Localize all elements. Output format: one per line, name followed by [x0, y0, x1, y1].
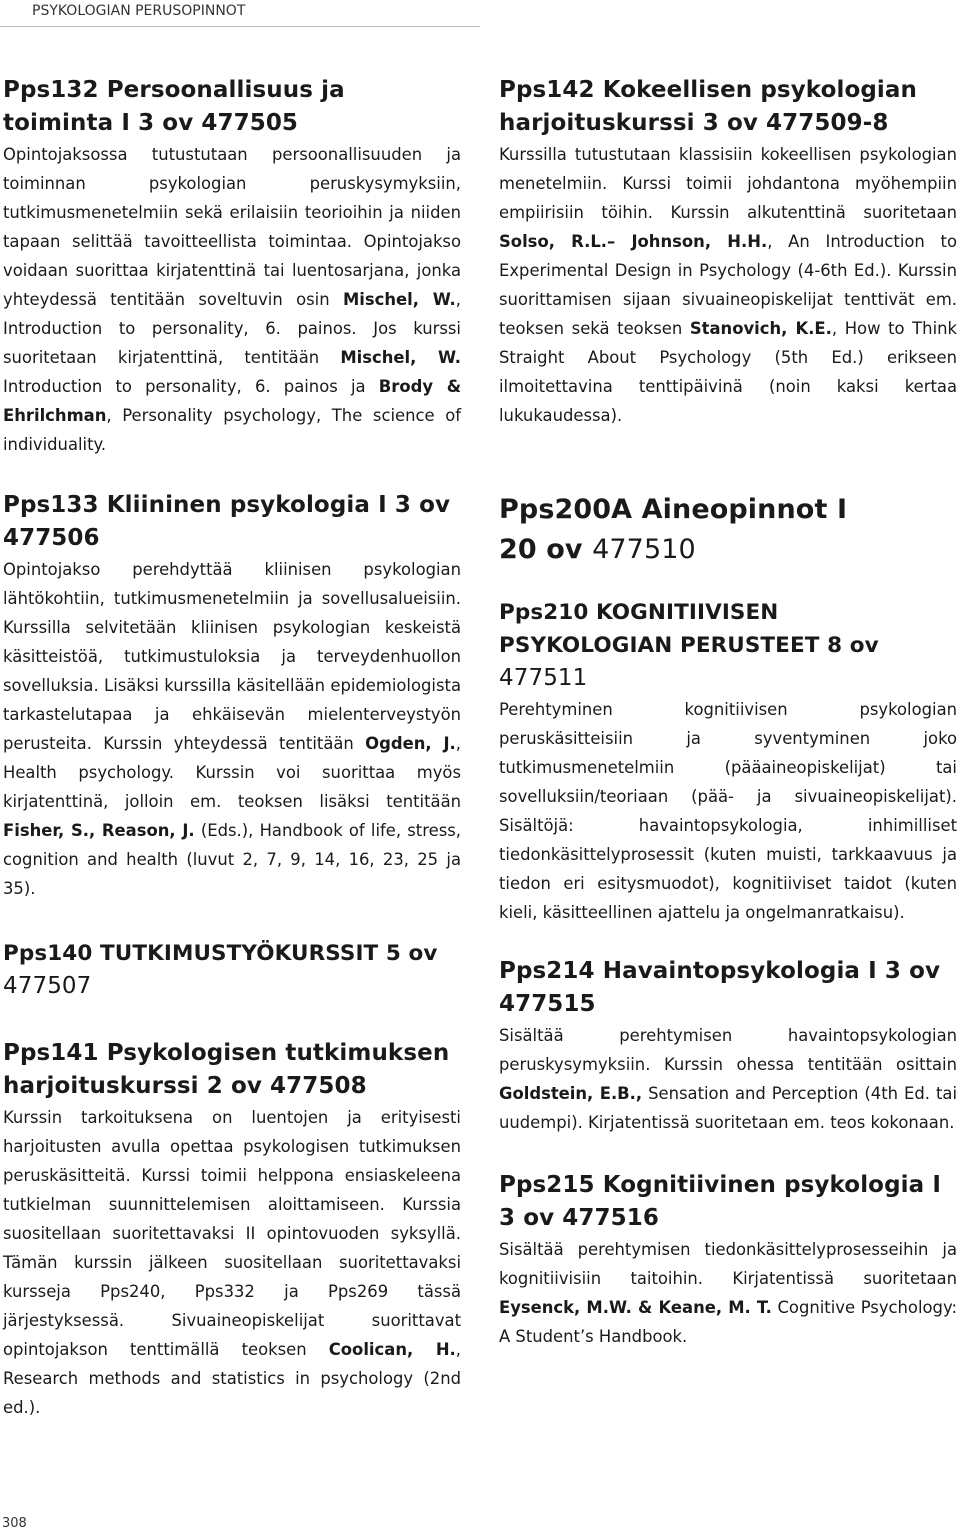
text: Opintojakso perehdyttää kliinisen psykologian lähtökohtiin, tutkimusmenetelmiin ja sovellusalueisiin. Kurssilla selvitetään kliinisen psykologian keskeistä käsitteistöä, tutkimustuloksia ja terveydenhuollon sovelluksia. Lisäksi kurssilla käsitellään epidemiologista tarkastelutapaa ja ehkäisevän mielenterveystyön perusteita. Kurssin yhteydessä tentitään	[3, 560, 461, 753]
course-title: Pps141 Psykologisen tutkimuksen harjoituskurssi 2 ov 477508	[3, 1040, 450, 1099]
author-name: Fisher, S., Reason, J.	[3, 821, 195, 840]
credits: 20 ov	[499, 534, 583, 565]
text: , How to Think Straight About Psychology (5th Ed.) erikseen ilmoitettavina tenttipäivinä (noin kaksi kertaa lukukaudessa).	[499, 319, 958, 425]
course-description: Perehtyminen kognitiivisen psykologian peruskäsitteisiin ja syventyminen joko tutkimusmenetelmiin (pääaineopiskelijat) tai sovelluksiin/teoriaan (pää- ja sivuaineopiskelijat). Sisältöjä: havaintopsykologia, inhimilliset tiedonkäsittelyprosessit (kuten muisti, tarkkaavuus ja tiedon eri esitysmuodot), kognitiiviset taidot (kuten kieli, käsitteellinen ajattelu ja ongelmanratkaisu).	[499, 700, 957, 922]
course-description	[499, 1021, 957, 1137]
text: Kurssilla tutustutaan klassisiin kokeellisen psykologian menetelmiin. Kurssi toimii johdantona myöhempiin empiirisiin töihin. Kurssin alkutenttinä suoritetaan	[499, 145, 957, 222]
text: , Health psychology. Kurssin voi suorittaa myös kirjatenttinä, jolloin em. teoksen lisäksi tentitään	[3, 734, 461, 811]
course-title: Pps133 Kliininen psykologia I 3 ov 477506	[3, 492, 451, 551]
text: Sisältää perehtymisen tiedonkäsittelyprosesseihin ja kognitiivisiin taitoihin. Kirjatentissä suoritetaan	[499, 1240, 957, 1288]
author-name: Goldstein, E.B.,	[499, 1084, 643, 1103]
course-pps141	[3, 1037, 461, 1422]
course-code: 477510	[592, 534, 696, 565]
title-text: Pps200A Aineopinnot I	[499, 494, 848, 525]
title-text: Pps140 TUTKIMUSTYÖKURSSIT 5 ov	[3, 941, 438, 966]
text: Kurssin tarkoituksena on luentojen ja erityisesti harjoitusten avulla opettaa psykologisen tutkimuksen peruskäsitteitä. Kurssi toimii helppona ensiaskeleena tutkielman suunnittelemisen aloittamiseen. Kurssia suositellaan suoritettavaksi II opintovuoden syksyllä. Tämän kurssin jälkeen suositellaan suoritettavaksi kursseja Pps240, Pps332 ja Pps269 tässä järjestyksessä. Sivuaineopiskelijat suorittavat opintojakson tenttimällä teoksen	[3, 1108, 461, 1359]
course-pps133	[3, 489, 461, 903]
author-name: Ogden, J.	[365, 734, 456, 753]
right-column	[499, 74, 957, 1351]
text: , An Introduction to Experimental Design in Psychology (4-6th Ed.). Kurssin suorittamisen sijaan sivuaineopiskelijat tenttivät em. teoksen sekä teoksen	[499, 232, 957, 338]
course-description	[499, 1235, 957, 1351]
text: Introduction to personality, 6. painos ja	[3, 377, 379, 396]
header-divider	[0, 26, 480, 27]
course-description	[3, 555, 461, 903]
text: Sisältää perehtymisen havaintopsykologian peruskysymyksiin. Kurssin ohessa tentitään osittain	[499, 1026, 957, 1074]
course-description	[499, 140, 957, 430]
author-name: Solso, R.L.– Johnson, H.H.	[499, 232, 768, 251]
course-group-title	[3, 937, 461, 1003]
course-pps142	[499, 74, 957, 430]
course-pps140	[3, 937, 461, 1003]
course-pps214	[499, 955, 957, 1137]
title-text: Pps210 KOGNITIIVISEN PSYKOLOGIAN PERUSTEET 8 ov	[499, 600, 879, 658]
course-title: Pps132 Persoonallisuus ja toiminta I 3 ov 477505	[3, 77, 345, 136]
course-pps132	[3, 74, 461, 459]
course-title: Pps215 Kognitiivinen psykologia I 3 ov 477516	[499, 1172, 942, 1231]
author-name: Brody & Ehrilchman	[3, 377, 461, 425]
course-pps210	[499, 596, 957, 927]
text: , Introduction to personality, 6. painos. Jos kurssi suoritetaan kirjatenttinä, tentitään	[3, 290, 461, 367]
text: , Personality psychology, The science of individuality.	[3, 406, 461, 454]
running-header: PSYKOLOGIAN PERUSOPINNOT	[32, 3, 246, 19]
course-description	[3, 140, 461, 459]
course-title: Pps142 Kokeellisen psykologian harjoituskurssi 3 ov 477509-8	[499, 77, 917, 136]
study-module-title	[499, 490, 957, 570]
author-name: Mischel, W.	[342, 290, 456, 309]
page-number: 308	[2, 1516, 27, 1531]
course-pps200a	[499, 490, 957, 570]
text: Cognitive Psychology: A Student’s Handbook.	[499, 1298, 957, 1346]
course-pps215	[499, 1169, 957, 1351]
author-name: Coolican, H.	[328, 1340, 456, 1359]
author-name: Eysenck, M.W. & Keane, M. T.	[499, 1298, 772, 1317]
author-name: Mischel, W.	[340, 348, 461, 367]
course-title: Pps214 Havaintopsykologia I 3 ov 477515	[499, 958, 941, 1017]
text: (Eds.), Handbook of life, stress, cognition and health (luvut 2, 7, 9, 14, 16, 23, 25 ja 35).	[3, 821, 461, 898]
course-description	[3, 1103, 461, 1422]
text: Opintojaksossa tutustutaan persoonallisuuden ja toiminnan psykologian peruskysymyksiin, tutkimusmenetelmiin sekä erilaisiin teorioihin ja niiden tapaan selittää tavoitteellista toimintaa. Opintojakso voidaan suorittaa kirjatenttinä tai luentosarjana, jonka yhteydessä tentitään soveltuvin osin	[3, 145, 461, 309]
course-code: 477511	[499, 665, 588, 691]
author-name: Stanovich, K.E.	[689, 319, 832, 338]
course-group-title	[499, 596, 957, 695]
course-code: 477507	[3, 973, 92, 999]
left-column	[3, 74, 461, 1422]
text: , Research methods and statistics in psychology (2nd ed.).	[3, 1340, 462, 1417]
text: Sensation and Perception (4th Ed. tai uudempi). Kirjatentissä suoritetaan em. teos kokonaan.	[499, 1084, 957, 1132]
